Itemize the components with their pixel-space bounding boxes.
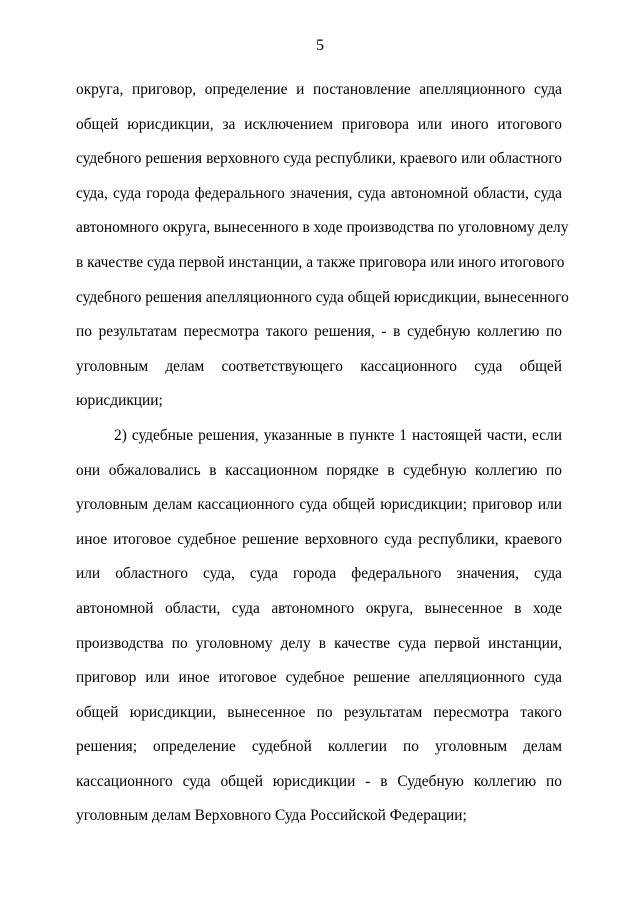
text-line: 2) судебные решения, указанные в пункте 1 настоящей части, если xyxy=(114,426,562,444)
text-line: суда, суда города федерального значения, суда автономной области, суда xyxy=(76,184,562,202)
page-number: 5 xyxy=(316,37,324,54)
text-line: уголовным делам соответствующего кассационного суда общей xyxy=(76,357,562,375)
text-line: кассационного суда общей юрисдикции - в Судебную коллегию по xyxy=(76,772,562,790)
text-line: автономной области, суда автономного округа, вынесенное в ходе xyxy=(76,599,562,617)
text-line: они обжаловались в кассационном порядке в судебную коллегию по xyxy=(76,461,562,479)
text-line: производства по уголовному делу в качестве суда первой инстанции, xyxy=(76,634,562,652)
paragraph-1 xyxy=(76,73,569,419)
text-line: по результатам пересмотра такого решения, - в судебную коллегию по xyxy=(76,323,562,341)
text-line: уголовным делам кассационного суда общей юрисдикции; приговор или xyxy=(76,496,562,514)
document-body xyxy=(76,73,569,834)
text-line: иное итоговое судебное решение верховного суда республики, краевого xyxy=(76,530,562,548)
text-line: общей юрисдикции, за исключением приговора или иного итогового xyxy=(76,115,562,133)
text-line: в качестве суда первой инстанции, а также приговора или иного итогового xyxy=(76,253,565,271)
text-line: юрисдикции; xyxy=(76,392,163,410)
text-line: приговор или иное итоговое судебное решение апелляционного суда xyxy=(76,669,562,687)
text-line: судебного решения верховного суда республики, краевого или областного xyxy=(76,150,562,168)
text-line: или областного суда, суда города федерального значения, суда xyxy=(76,565,562,583)
text-line: округа, приговор, определение и постановление апелляционного суда xyxy=(76,81,562,98)
paragraph-2 xyxy=(76,419,562,834)
text-line: судебного решения апелляционного суда общей юрисдикции, вынесенного xyxy=(76,288,569,306)
text-line: общей юрисдикции, вынесенное по результатам пересмотра такого xyxy=(76,703,562,721)
text-line: уголовным делам Верховного Суда Российской Федерации; xyxy=(76,807,467,825)
text-line: решения; определение судебной коллегии по уголовным делам xyxy=(76,738,562,756)
text-line: автономного округа, вынесенного в ходе производства по уголовному делу xyxy=(76,219,569,237)
